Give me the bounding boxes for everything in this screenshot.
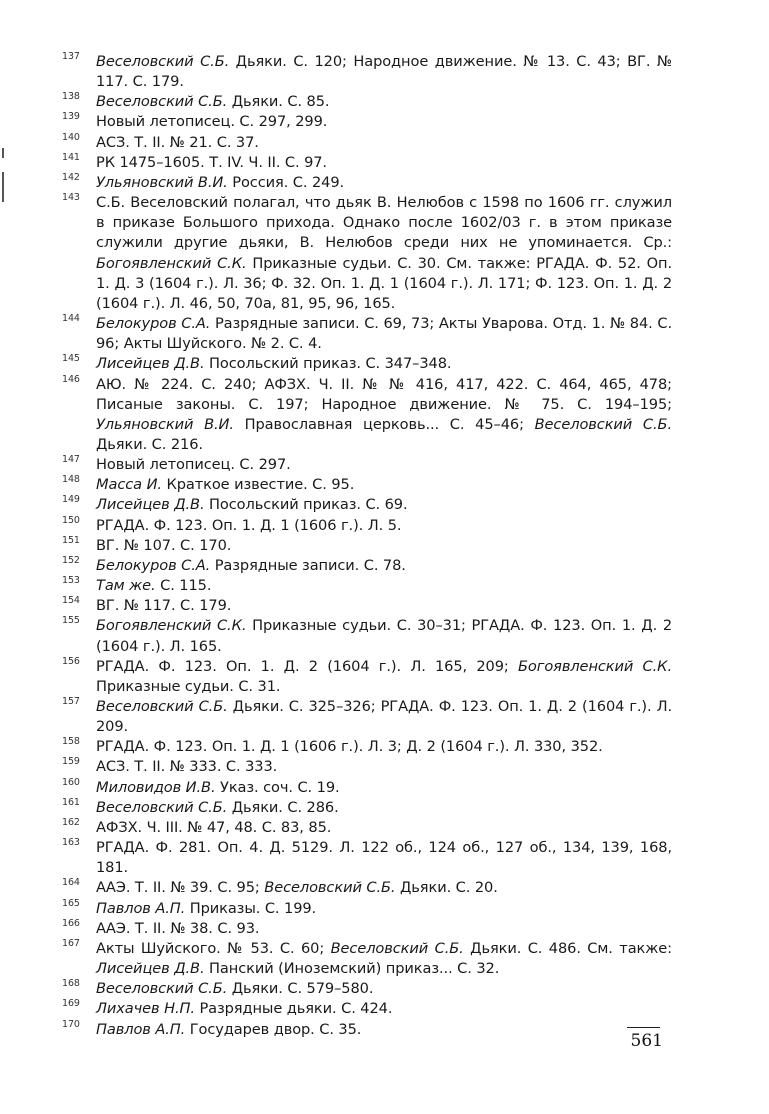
footnote (62, 516, 672, 536)
author-name: Там же. (96, 577, 156, 595)
footnote (62, 375, 672, 456)
author-name: Веселовский С.Б. (96, 798, 228, 816)
footnote (62, 939, 672, 979)
footnote-number: 148 (62, 474, 80, 486)
footnote-number: 141 (62, 151, 80, 163)
citation-text: Приказные судьи. С. 30–31; РГАДА. Ф. 123. Оп. 1. Д. 2 (1604 г.). Л. 165. (96, 617, 672, 655)
author-name: Миловидов И.В. (96, 778, 216, 796)
footnote-number: 162 (62, 816, 80, 828)
author-name: Богоявленский С.К. (96, 254, 247, 272)
footnote-text (96, 577, 211, 594)
footnote-number: 161 (62, 796, 80, 808)
footnote (62, 354, 672, 374)
footnote-text (96, 93, 329, 110)
citation-text: АСЗ. Т. II. № 333. С. 333. (96, 758, 278, 776)
author-name: Веселовский С.Б. (96, 53, 230, 70)
footnote-text (96, 819, 331, 836)
citation-text: РГАДА. Ф. 123. Оп. 1. Д. 1 (1606 г.). Л. 3; Д. 2 (1604 г.). Л. 330, 352. (96, 738, 603, 756)
author-name: Павлов А.П. (96, 1020, 186, 1038)
footnote-number: 163 (62, 837, 80, 849)
footnote-text (96, 879, 498, 896)
citation-text: Приказные судьи. С. 31. (96, 677, 281, 695)
footnote-number: 149 (62, 494, 80, 506)
citation-text: РГАДА. Ф. 281. Оп. 4. Д. 5129. Л. 122 об., 124 об., 127 об., 134, 139, 168, 181. (96, 839, 672, 877)
citation-text: Разрядные записи. С. 78. (210, 556, 406, 574)
footnote (62, 979, 672, 999)
footnote-text (96, 980, 373, 997)
citation-text: Разрядные записи. С. 69, 73; Акты Уварова. Отд. 1. № 84. С. 96; Акты Шуйского. № 2. С. 4. (96, 315, 672, 353)
footnote-text (96, 1000, 392, 1017)
footnotes-list (62, 52, 672, 1040)
footnote (62, 657, 672, 697)
footnote-text (96, 1021, 361, 1038)
footnote-text (96, 557, 406, 574)
author-name: Веселовский С.Б. (96, 93, 228, 111)
footnote-text (96, 174, 344, 191)
footnote (62, 999, 672, 1019)
footnote-text (96, 315, 672, 352)
footnote (62, 556, 672, 576)
citation-text: РГАДА. Ф. 123. Оп. 1. Д. 2 (1604 г.). Л. 165, 209; (96, 657, 519, 675)
citation-text: Краткое известие. С. 95. (161, 476, 355, 494)
author-name: Масса И. (96, 476, 162, 494)
footnote-text (96, 113, 327, 130)
footnote-number: 160 (62, 776, 80, 788)
footnote-number: 165 (62, 897, 80, 909)
citation-text: Дьяки. С. 216. (96, 435, 203, 453)
footnote-text (96, 839, 672, 876)
footnote-text (96, 134, 259, 151)
author-name: Веселовский С.Б. (264, 879, 396, 897)
footnote-text (96, 758, 277, 775)
footnote (62, 1020, 672, 1040)
footnote (62, 193, 672, 314)
footnote (62, 919, 672, 939)
footnote-text (96, 476, 354, 493)
footnote-text (96, 194, 672, 312)
footnote-number: 167 (62, 937, 80, 949)
author-name: Лихачев Н.П. (96, 1000, 195, 1018)
footnote-number: 155 (62, 615, 80, 627)
author-name: Павлов А.П. (96, 899, 186, 917)
author-name: Лисейцев Д.В. (96, 496, 205, 514)
footnote (62, 878, 672, 898)
citation-text: Указ. соч. С. 19. (215, 778, 340, 796)
footnote (62, 798, 672, 818)
citation-text: РК 1475–1605. Т. IV. Ч. II. С. 97. (96, 153, 327, 171)
citation-text: Приказы. С. 199. (185, 899, 317, 917)
footnote-number: 158 (62, 736, 80, 748)
footnote (62, 52, 672, 92)
citation-text: Дьяки. С. 120; Народное движение. № 13. С. 43; ВГ. № 117. С. 179. (96, 53, 672, 91)
footnote-number: 144 (62, 313, 80, 325)
footnote-text (96, 355, 451, 372)
author-name: Веселовский С.Б. (330, 939, 464, 957)
footnote-text (96, 920, 259, 937)
citation-text: Приказные судьи. С. 30. См. также: РГАДА. Ф. 52. Оп. 1. Д. 3 (1604 г.). Л. 36; Ф. 32. Оп. 1. Д. 1 (1604 г.). Л. 171; Ф. 123. Оп. 1. Д. 2 (1604 г.). Л. 46, 50, 70а, 81, 95, 96, 165. (96, 254, 672, 312)
footnote (62, 778, 672, 798)
citation-text: Россия. С. 249. (227, 173, 345, 191)
footnote (62, 818, 672, 838)
author-name: Белокуров С.А. (96, 315, 211, 333)
citation-text: Государев двор. С. 35. (185, 1020, 362, 1038)
footnote (62, 899, 672, 919)
footnote-number: 139 (62, 111, 80, 123)
footnote-number: 169 (62, 998, 80, 1010)
footnote (62, 495, 672, 515)
footnote-text (96, 517, 401, 534)
author-name: Веселовский С.Б. (534, 415, 672, 433)
footnote-number: 142 (62, 171, 80, 183)
footnote-number: 151 (62, 534, 80, 546)
footnote-number: 166 (62, 917, 80, 929)
footnote-number: 137 (62, 51, 80, 62)
citation-text: Новый летописец. С. 297, 299. (96, 113, 328, 131)
author-name: Веселовский С.Б. (96, 980, 228, 998)
citation-text: ААЭ. Т. II. № 38. С. 93. (96, 919, 260, 937)
citation-text: Панский (Иноземский) приказ... С. 32. (204, 960, 500, 978)
footnote-text (96, 779, 340, 796)
citation-text: Дьяки. С. 286. (227, 798, 339, 816)
author-name: Белокуров С.А. (96, 556, 211, 574)
author-name: Богоявленский С.К. (518, 657, 672, 675)
citation-text: АЮ. № 224. С. 240; АФЗХ. Ч. II. № № 416, 417, 422. С. 464, 465, 478; Писаные законы. С. 197; Народное движение. № 75. С. 194–195; (96, 375, 672, 413)
citation-text: Дьяки. С. 486. См. также: (463, 939, 672, 957)
footnote-text (96, 799, 339, 816)
scan-mark (2, 148, 4, 158)
footnote (62, 757, 672, 777)
footnote (62, 173, 672, 193)
citation-text: С. 115. (155, 577, 212, 595)
page-number: 561 (630, 1031, 663, 1051)
footnote-number: 138 (62, 91, 80, 103)
citation-text: ВГ. № 117. С. 179. (96, 597, 232, 615)
footnote-text (96, 940, 672, 977)
footnote (62, 314, 672, 354)
footnote-text (96, 738, 603, 755)
footnote-text (96, 597, 231, 614)
citation-text: С.Б. Веселовский полагал, что дьяк В. Нелюбов с 1598 по 1606 гг. служил в приказе Большого прихода. Однако после 1602/03 г. в этом приказе служили другие дьяки, В. Нелюбов среди них не упоминается. Ср.: (96, 194, 672, 252)
author-name: Веселовский С.Б. (96, 698, 228, 715)
author-name: Лисейцев Д.В. (96, 960, 205, 978)
footnote (62, 576, 672, 596)
footnote-number: 154 (62, 595, 80, 607)
footnote-number: 157 (62, 696, 80, 707)
citation-text: Дьяки. С. 85. (227, 93, 330, 111)
footnote-number: 159 (62, 756, 80, 768)
citation-text: АСЗ. Т. II. № 21. С. 37. (96, 133, 259, 151)
footnote-number: 140 (62, 131, 80, 143)
footnote-number: 156 (62, 655, 80, 667)
footnote-number: 145 (62, 353, 80, 365)
citation-text: ВГ. № 107. С. 170. (96, 536, 232, 554)
footnote-text (96, 617, 672, 654)
citation-text: Разрядные дьяки. С. 424. (194, 1000, 393, 1018)
scan-mark (2, 172, 4, 202)
footnote-number: 164 (62, 877, 80, 889)
footnote (62, 737, 672, 757)
footnote-text (96, 900, 316, 917)
footnote-number: 147 (62, 454, 80, 466)
citation-text: Православная церковь... С. 45–46; (233, 415, 535, 433)
citation-text: РГАДА. Ф. 123. Оп. 1. Д. 1 (1606 г.). Л. 5. (96, 516, 402, 534)
footnote-text (96, 456, 291, 473)
footnote (62, 616, 672, 656)
citation-text: Новый летописец. С. 297. (96, 456, 291, 474)
footnote-number: 152 (62, 554, 80, 566)
folio-rule (627, 1027, 660, 1028)
citation-text: Дьяки. С. 325–326; РГАДА. Ф. 123. Оп. 1. Д. 2 (1604 г.). Л. 209. (96, 698, 672, 736)
citation-text: Посольский приказ. С. 69. (204, 496, 408, 514)
citation-text: ААЭ. Т. II. № 39. С. 95; (96, 879, 265, 897)
footnote-number: 150 (62, 514, 80, 526)
footnote (62, 697, 672, 737)
author-name: Ульяновский В.И. (96, 173, 228, 191)
footnote (62, 153, 672, 173)
footnote (62, 92, 672, 112)
footnote (62, 133, 672, 153)
footnote-text (96, 537, 231, 554)
footnote-number: 170 (62, 1018, 80, 1030)
footnote (62, 536, 672, 556)
footnote-text (96, 496, 408, 513)
footnote-number: 143 (62, 192, 80, 204)
citation-text: АФЗХ. Ч. III. № 47, 48. С. 83, 85. (96, 818, 332, 836)
author-name: Ульяновский В.И. (96, 415, 234, 433)
citation-text: Акты Шуйского. № 53. С. 60; (96, 939, 331, 957)
footnote-number: 153 (62, 575, 80, 587)
citation-text: Посольский приказ. С. 347–348. (204, 355, 452, 373)
author-name: Лисейцев Д.В. (96, 355, 205, 373)
author-name: Богоявленский С.К. (96, 617, 247, 635)
citation-text: Дьяки. С. 20. (395, 879, 498, 897)
footnote-text (96, 376, 672, 453)
citation-text: Дьяки. С. 579–580. (227, 980, 374, 998)
footnote (62, 112, 672, 132)
footnote-number: 168 (62, 978, 80, 990)
footnote-number: 146 (62, 373, 80, 385)
footnote (62, 475, 672, 495)
footnote-text (96, 658, 672, 695)
footnote (62, 838, 672, 878)
footnote-text (96, 698, 672, 735)
footnote (62, 596, 672, 616)
footnote (62, 455, 672, 475)
footnote-text (96, 154, 327, 171)
footnote-text (96, 53, 672, 90)
